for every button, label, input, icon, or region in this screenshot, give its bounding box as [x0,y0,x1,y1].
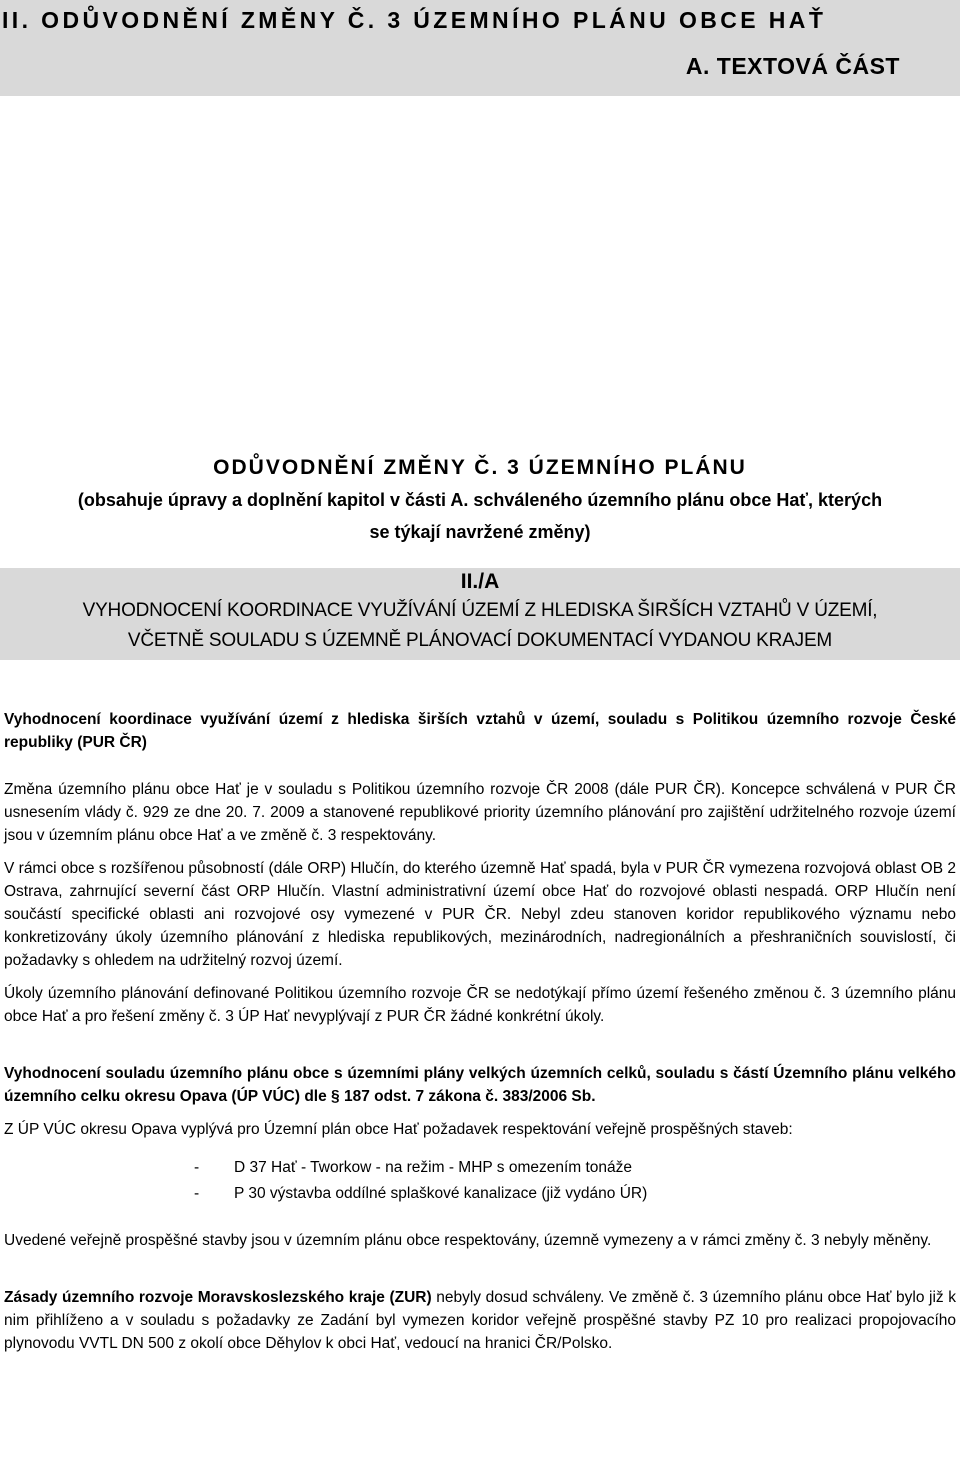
paragraph-planning-tasks: Úkoly územního plánování definované Politikou územního rozvoje ČR se nedotýkají přímo území řešeného změnou č. 3 územního plánu obce Hať a pro řešení změny č. 3 ÚP Hať nevyplývají z PUR ČR žádné konkrétní úkoly. [4,985,956,1025]
subsection-heading-vuc: Vyhodnocení souladu územního plánu obce s územními plány velkých územních celků, souladu s částí Územního plánu velkého územního celku okresu Opava (ÚP VÚC) dle § 187 odst. 7 zákona č. 383/2006 Sb. [4,1065,956,1105]
section-title-line2: VČETNĚ SOULADU S ÚZEMNĚ PLÁNOVACÍ DOKUMENTACÍ VYDANOU KRAJEM [127,630,833,651]
paragraph-zur [4,1286,956,1355]
document-body [4,708,956,1365]
list-dash: - [194,1159,200,1176]
document-subtitle: A. TEXTOVÁ ČÁST [685,53,900,79]
section-heading-band [0,568,960,660]
cover-title: ODŮVODNĚNÍ ZMĚNY Č. 3 ÚZEMNÍHO PLÁNU [213,456,747,479]
subsection-heading-pur: Vyhodnocení koordinace využívání území z hlediska širších vztahů v území, souladu s Politikou územního rozvoje České republiky (PUR ČR) [4,711,956,751]
header-band [0,0,960,96]
paragraph-pur-compliance: Změna územního plánu obce Hať je v souladu s Politikou územního rozvoje ČR 2008 (dále PUR ČR). Koncepce schválená v PUR ČR usnesením vlády č. 929 ze dne 20. 7. 2009 a stanovené republikové priority územního plánování pro zajištění udržitelného rozvoje území jsou v územním plánu obce Hať a ve změně č. 3 respektovány. [4,781,956,844]
zur-heading: Zásady územního rozvoje Moravskoslezského kraje (ZUR) [4,1289,432,1306]
cover-subtitle-line1: (obsahuje úpravy a doplnění kapitol v části A. schváleného územního plánu obce Hať, kterých [77,490,883,510]
paragraph-public-works-respected: Uvedené veřejně prospěšné stavby jsou v územním plánu obce respektovány, územně vymezeny a v rámci změny č. 3 nebyly měněny. [4,1232,932,1249]
list-item-text: D 37 Hať - Tworkow - na režim - MHP s omezením tonáže [234,1159,633,1176]
cover-subtitle-line2: se týkají navržené změny) [369,522,591,542]
zur-text: nebyly dosud schváleny. Ve změně č. 3 územního plánu obce Hať bylo již k nim přihlíženo a v souladu s požadavky ze Zadání byl vymezen koridor veřejně prospěšné stavby PZ 10 pro realizaci propojovacího plynovodu VVTL DN 500 z okolí obce Děhylov k obci Hať, vedoucí na hranici ČR/Polsko. [4,1289,956,1352]
list-dash: - [194,1185,200,1202]
list-item [194,1181,956,1207]
paragraph-orp-hlucin: V rámci obce s rozšířenou působností (dále ORP) Hlučín, do kterého územně Hať spadá, byla v PUR ČR vymezena rozvojová oblast OB 2 Ostrava, zahrnující severní část ORP Hlučín. Vlastní administrativní území obce Hať do rozvojové oblasti nespadá. ORP Hlučín není součástí specifické oblasti ani rozvojové osy vymezené v PUR ČR. Nebyl zdeu stanoven koridor republikového významu nebo konkretizovány úkoly územního plánování z hlediska republikových, mezinárodních, nadregionálních a přeshraničních souvislostí, či požadavky s ohledem na udržitelný rozvoj území. [4,860,956,969]
list-item [194,1155,956,1181]
document-title: II. ODŮVODNĚNÍ ZMĚNY Č. 3 ÚZEMNÍHO PLÁNU OBCE HAŤ [2,7,827,33]
public-works-list [4,1155,956,1207]
cover-block [0,452,960,548]
section-number: II./A [460,570,500,593]
list-item-text: P 30 výstavba oddílné splaškové kanalizace (již vydáno ÚR) [234,1185,648,1202]
section-title-line1: VYHODNOCENÍ KOORDINACE VYUŽÍVÁNÍ ÚZEMÍ Z HLEDISKA ŠIRŠÍCH VZTAHŮ V ÚZEMÍ, [82,600,878,621]
paragraph-vuc-requirements: Z ÚP VÚC okresu Opava vyplývá pro Územní plán obce Hať požadavek respektování veřejně prospěšných staveb: [4,1121,793,1138]
